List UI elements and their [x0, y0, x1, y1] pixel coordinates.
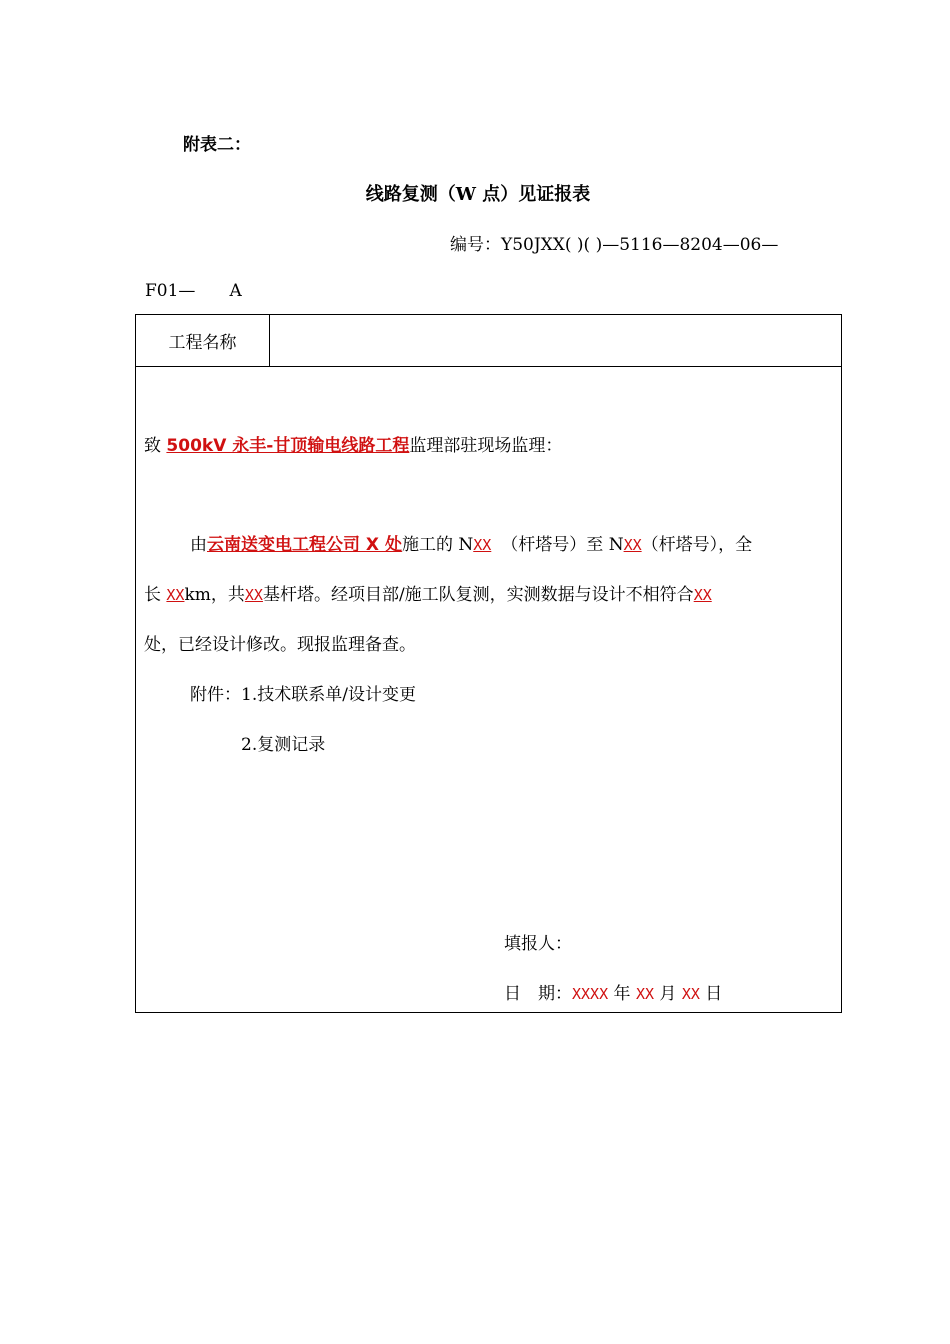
month-char: 月 — [654, 984, 682, 1004]
body-line-1 — [190, 530, 752, 555]
date-year: XXXX — [572, 985, 609, 1003]
addressee-suffix: 监理部驻现场监理： — [409, 436, 563, 456]
addressee-project: 500kV 永丰-甘顶输电线路工程 — [166, 436, 410, 456]
body-text: （杆塔号）至 N — [501, 535, 624, 555]
contractor-name: 云南送变电工程公司 X 处 — [207, 535, 402, 555]
date-label: 日 期： — [504, 984, 572, 1004]
form-revision: A — [229, 281, 242, 301]
date-line — [504, 979, 722, 1004]
tower-count: XX — [244, 586, 263, 604]
form-code-value: F01— — [145, 281, 196, 301]
body-text: （杆塔号），全 — [641, 535, 753, 555]
year-char: 年 — [608, 984, 636, 1004]
attachment-2: 2.复测记录 — [241, 735, 326, 755]
body-line-3: 处，已经设计修改。现报监理备查。 — [144, 635, 416, 655]
filler-label: 填报人： — [504, 934, 572, 954]
addressee-prefix: 致 — [144, 436, 167, 456]
form-code — [145, 281, 242, 301]
body-text: 施工的 N — [401, 535, 474, 555]
addressee-line — [144, 431, 562, 456]
line-length: XX — [166, 586, 185, 604]
mismatch-count: XX — [693, 586, 712, 604]
project-name-row — [136, 315, 841, 367]
tower-to: XX — [623, 536, 642, 554]
body-text: 基杆塔。经项目部/施工队复测，实测数据与设计不相符合 — [262, 585, 694, 605]
attachment-line-1 — [190, 680, 416, 705]
body-text: 由 — [190, 535, 207, 555]
date-day: XX — [681, 985, 700, 1003]
body-text: 长 — [144, 585, 167, 605]
project-name-label: 工程名称 — [136, 315, 270, 366]
tower-from: XX — [473, 536, 492, 554]
body-line-2 — [144, 580, 712, 605]
attachment-label: 附表二： — [183, 135, 251, 155]
document-number: 编号：Y50JXX( )( )—5116—8204—06— — [450, 235, 779, 255]
day-char: 日 — [699, 984, 723, 1004]
document-title — [0, 180, 950, 206]
attachment-1: 1.技术联系单/设计变更 — [241, 685, 416, 705]
date-month: XX — [635, 985, 654, 1003]
attachments-label: 附件： — [190, 685, 241, 705]
document-title-text: 线路复测（W 点）见证报表 — [365, 184, 591, 205]
body-text: km，共 — [184, 585, 245, 605]
report-table — [135, 314, 842, 1013]
project-name-value[interactable] — [270, 315, 841, 366]
